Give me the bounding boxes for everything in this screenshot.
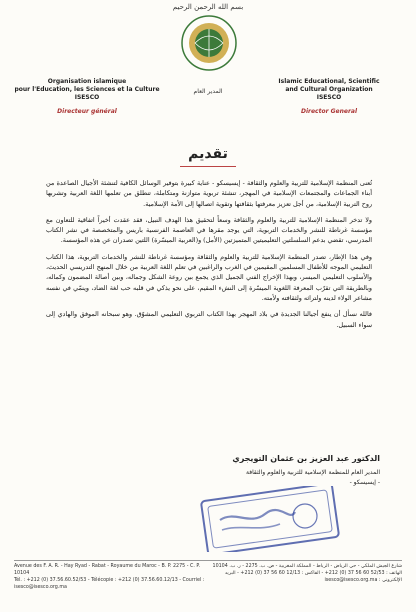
official-seal-stamp bbox=[200, 486, 340, 552]
paragraph-3: وفي هذا الإطار، تصدر المنظمة الإسلامية للتربية والعلوم والثقافة ومؤسسة غرناطة للنشر والخدمات التربوية، هذا الكتاب التعليمي الموجه للأطفال المسلمين المقيمين في الغرب والراغبين في تعلم اللغة العربية من خلال المنهج التدريسي الحديث، والأسلوب التعليمي الميسر، وبهذا الإخراج الفني الجميل الذي يجمع بين روعة الشكل وجماله، وبين أصالة المضمون وكماله، وبالطريقة التي تقرّب المعرفة اللغوية الميسّرة إلى النشء المقيم، على نحو يذكي في قلبه حب لغة الضاد، وينمّي في نفسه مشاعر الولاء لدينه ولتراثه ولثقافته ولأمته. bbox=[46, 252, 372, 302]
header-left-line-2: pour l'Education, les Sciences et la Culture bbox=[14, 86, 160, 93]
footer-divider bbox=[14, 560, 402, 561]
header-center-role: المدير العام bbox=[193, 88, 223, 95]
header-right-line-3: ISESCO bbox=[316, 94, 342, 101]
footer-left-line-1: Avenue des F. A. R. - Hay Ryad - Rabat - Royaume du Maroc - B. P. 2275 - C. P. 10104 bbox=[14, 564, 201, 576]
footer-right-address bbox=[208, 563, 402, 584]
signature-name: الدكتور عبد العزيز بن عثمان التويجري bbox=[232, 454, 380, 463]
header-right-block bbox=[254, 78, 404, 116]
header-left-block bbox=[12, 78, 162, 116]
letter-body bbox=[46, 178, 372, 336]
title-underline bbox=[180, 166, 236, 167]
signature-role: المدير العام للمنظمة الإسلامية للتربية والعلوم والثقافة bbox=[246, 469, 380, 476]
header-right-line-2: and Cultural Organization bbox=[285, 86, 373, 93]
header-right-line-1: Islamic Educational, Scientific bbox=[278, 78, 380, 85]
isesco-emblem-icon bbox=[180, 14, 238, 72]
footer-left-line-2: Tél. : +212 (0) 37.56.60.52/53 - Télécopie : +212 (0) 37.56.60.12/13 - Courriel : isesco@isesco.org.ma bbox=[14, 578, 205, 590]
signature-org: - إيسيسكو - bbox=[349, 479, 380, 486]
header-left-line-3: ISESCO bbox=[74, 94, 100, 101]
header-left-line-1: Organisation islamique bbox=[47, 78, 127, 85]
footer-left-address bbox=[14, 563, 208, 591]
paragraph-1: تُعنى المنظمة الإسلامية للتربية والعلوم والثقافة - إيسيسكو - عناية كبيرة بتوفير الوسائل الكافية لتنشئة الأجيال الصاعدة من أبناء الجماعات والمجتمعات الإسلامية في المهجر، تنشئة تربوية متوازنة ومتكاملة، تنطلق من تعلمها اللغة العربية وتشربها روح التربية الإسلامية، من أجل تعزيز معرفتها بثقافتها وتقوية اتصالها إلى الأمة الإسلامية. bbox=[46, 179, 372, 208]
header-right-role: Director General bbox=[300, 108, 358, 115]
footer-right-line-2: الهاتف : 52/53 60 56 37 (0) 212+ - الفاكس : 12/13 60 56 37 (0) 212+ - البريد الإلكتروني : isesco@isesco.org.ma bbox=[224, 571, 402, 583]
header-left-role: Directeur général bbox=[57, 108, 117, 115]
paragraph-4: فالله نسأل أن ينفع أجيالنا الجديدة في بلاد المهجر بهذا الكتاب التربوي التعليمي المشوّق. وهو سبحانه الموفق والهادي إلى سواء السبيل. bbox=[46, 310, 372, 329]
footer-right-line-1: شارع الجيش الملكي - حي الرياض - الرباط - المملكة المغربية - ص. ب. 2275 - ر. ب. 10104 bbox=[212, 564, 402, 569]
document-title: تقديم bbox=[188, 146, 228, 162]
basmala: بسم الله الرحمن الرحيم bbox=[172, 3, 244, 11]
paragraph-2: ولا تدخر المنظمة الإسلامية للتربية والعلوم والثقافة وسعاً لتحقيق هذا الهدف النبيل، فقد عقدت أخيراً اتفاقية للتعاون مع مؤسسة غرناطة للنشر والخدمات التربوية، التي يوجد مقرها في العاصمة الفرنسية باريس والمتخصصة في نشر الكتاب المدرسي، تقضي بدعم السلسلتين التعليميتين المتميزتين (الأمل) و(العربية الميسّرة) اللتين تصدران عن هذه المؤسسة. bbox=[46, 215, 372, 245]
